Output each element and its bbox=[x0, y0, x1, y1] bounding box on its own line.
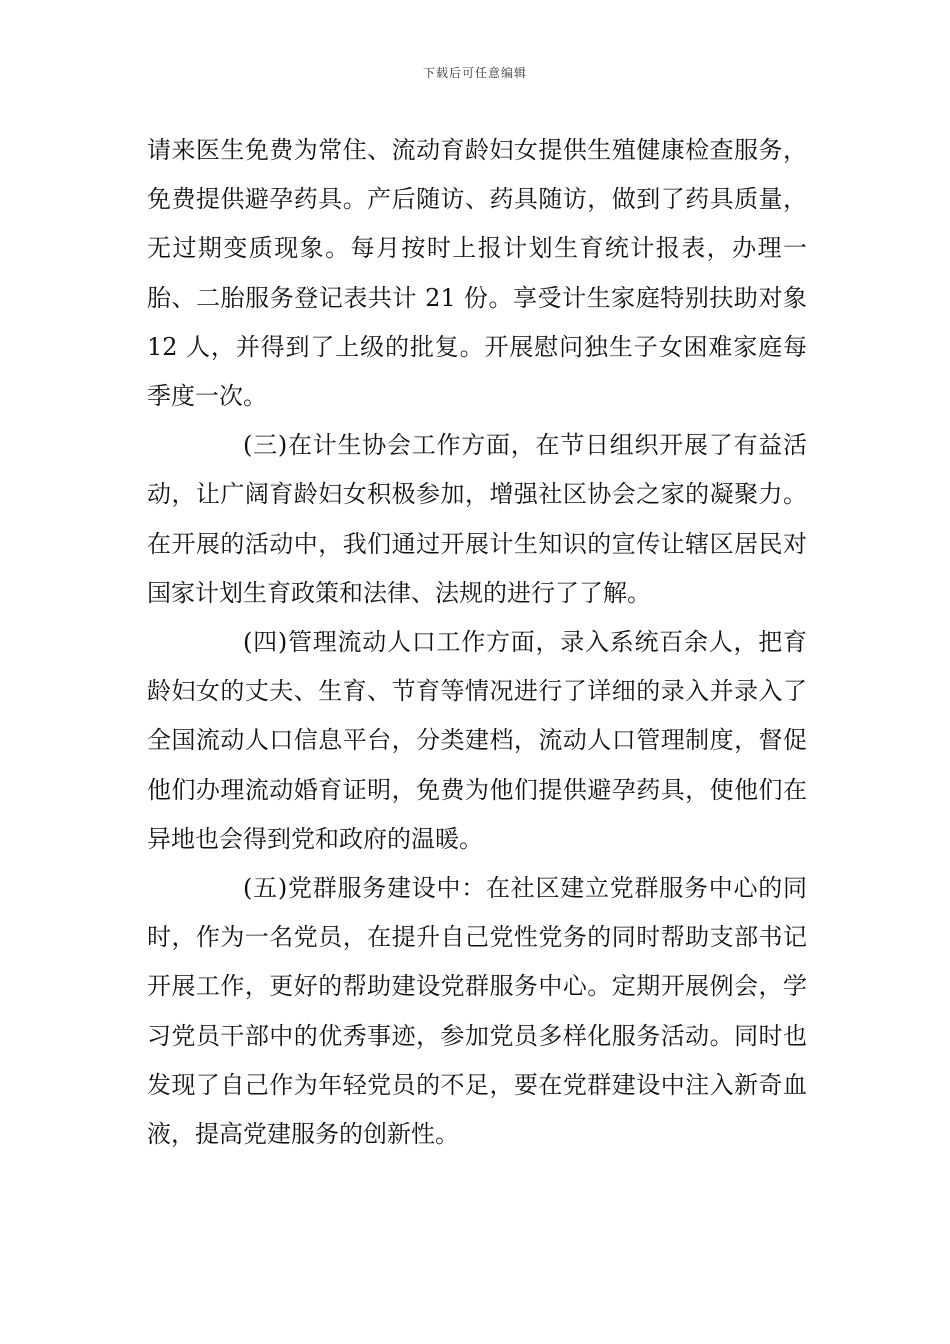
paragraph-3: (四)管理流动人口工作方面，录入系统百余人，把育龄妇女的丈夫、生育、节育等情况进行了详细的录入并录入了全国流动人口信息平台，分类建档，流动人口管理制度，督促他们办理流动婚育证明，免费为他们提供避孕药具，使他们在异地也会得到党和政府的温暖。 bbox=[147, 628, 807, 853]
document-body bbox=[147, 126, 807, 1159]
paragraph-4: (五)党群服务建设中：在社区建立党群服务中心的同时，作为一名党员，在提升自己党性党务的同时帮助支部书记开展工作，更好的帮助建设党群服务中心。定期开展例会，学习党员干部中的优秀事迹，参加党员多样化服务活动。同时也发现了自己作为年轻党员的不足，要在党群建设中注入新奇血液，提高党建服务的创新性。 bbox=[147, 874, 807, 1149]
paragraph-2: (三)在计生协会工作方面，在节日组织开展了有益活动，让广阔育龄妇女积极参加，增强社区协会之家的凝聚力。在开展的活动中，我们通过开展计生知识的宣传让辖区居民对国家计划生育政策和法律、法规的进行了了解。 bbox=[147, 431, 807, 607]
paragraph-1: 请来医生免费为常住、流动育龄妇女提供生殖健康检查服务，免费提供避孕药具。产后随访、药具随访，做到了药具质量，无过期变质现象。每月按时上报计划生育统计报表，办理一胎、二胎服务登记表共计 21 份。享受计生家庭特别扶助对象 12 人，并得到了上级的批复。开展慰问独生子女困难家庭每季度一次。 bbox=[147, 136, 807, 411]
page-header-note: 下载后可任意编辑 bbox=[422, 66, 527, 80]
